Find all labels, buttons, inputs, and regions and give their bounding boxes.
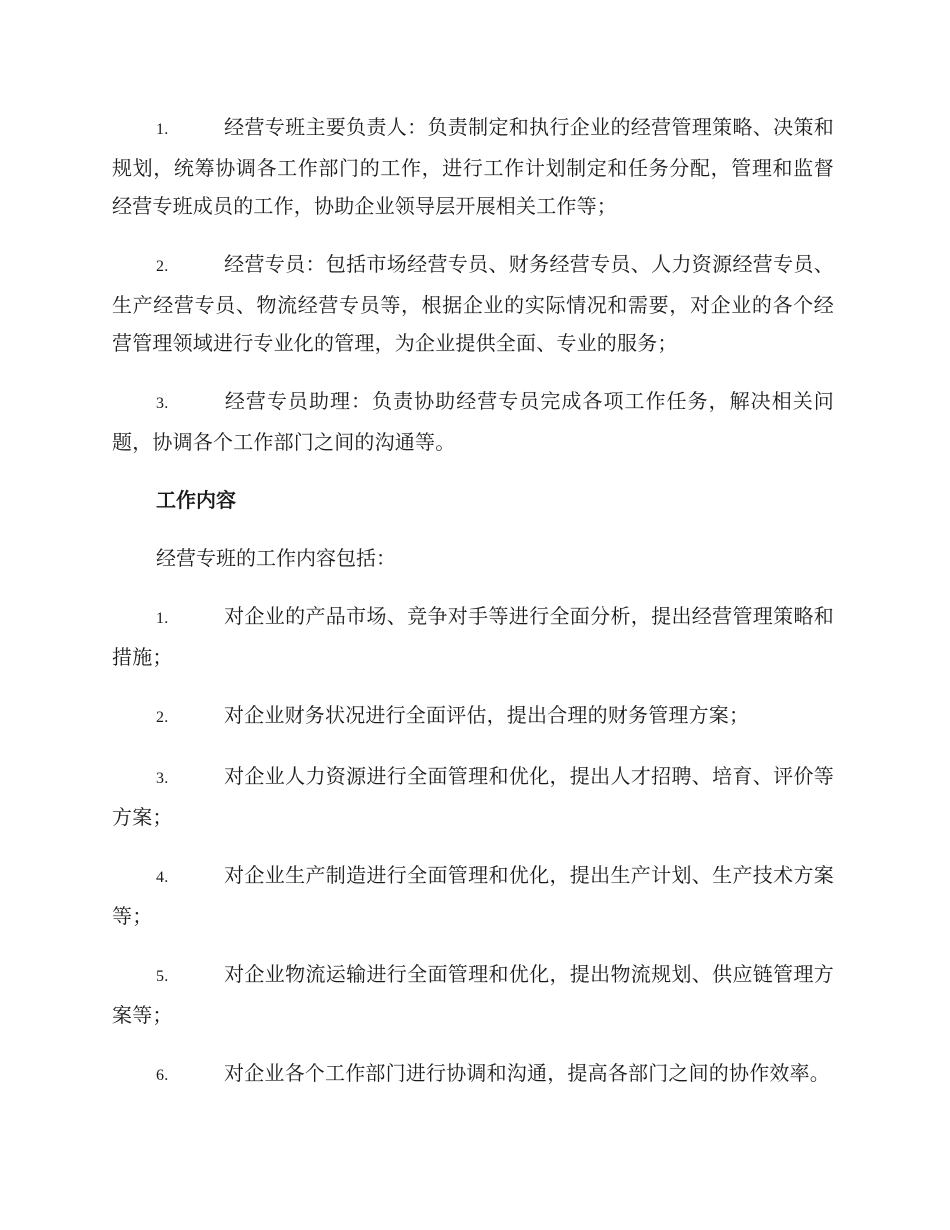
list-item — [112, 382, 834, 461]
list-text: 对企业各个工作部门进行协调和沟通，提高各部门之间的协作效率。 — [224, 1061, 830, 1085]
tasks-list — [112, 597, 834, 1095]
roles-list — [112, 108, 834, 461]
list-number: 4. — [156, 869, 169, 886]
list-text: 对企业财务状况进行全面评估，提出合理的财务管理方案； — [224, 703, 750, 727]
list-number: 2. — [156, 709, 169, 726]
list-number: 6. — [156, 1067, 169, 1084]
list-item — [112, 597, 834, 676]
list-number: 5. — [156, 968, 169, 985]
list-item — [112, 696, 834, 737]
list-text: 经营专员助理：负责协助经营专员完成各项工作任务，解决相关问题，协调各个工作部门之间的沟通等。 — [112, 389, 834, 454]
section-heading: 工作内容 — [156, 488, 236, 512]
list-text: 经营专班主要负责人：负责制定和执行企业的经营管理策略、决策和规划，统筹协调各工作部门的工作，进行工作计划制定和任务分配，管理和监督经营专班成员的工作，协助企业领导层开展相关工作等； — [112, 115, 834, 218]
list-item — [112, 108, 834, 225]
list-number: 1. — [156, 121, 169, 138]
list-item — [112, 1054, 834, 1095]
list-item — [112, 757, 834, 836]
section-intro: 经营专班的工作内容包括： — [156, 546, 396, 570]
list-number: 1. — [156, 610, 169, 627]
list-text: 对企业的产品市场、竞争对手等进行全面分析，提出经营管理策略和措施； — [112, 604, 834, 669]
list-number: 3. — [156, 770, 169, 787]
document-body — [112, 108, 834, 1115]
list-number: 2. — [156, 258, 169, 275]
list-number: 3. — [156, 395, 169, 412]
list-text: 对企业生产制造进行全面管理和优化，提出生产计划、生产技术方案等； — [112, 863, 834, 928]
list-text: 对企业人力资源进行全面管理和优化，提出人才招聘、培育、评价等方案； — [112, 764, 834, 829]
list-text: 经营专员：包括市场经营专员、财务经营专员、人力资源经营专员、生产经营专员、物流经营专员等，根据企业的实际情况和需要，对企业的各个经营管理领域进行专业化的管理，为企业提供全面、专业的服务； — [112, 252, 834, 355]
list-text: 对企业物流运输进行全面管理和优化，提出物流规划、供应链管理方案等； — [112, 962, 834, 1027]
list-item — [112, 856, 834, 935]
list-item — [112, 955, 834, 1034]
list-item — [112, 245, 834, 362]
